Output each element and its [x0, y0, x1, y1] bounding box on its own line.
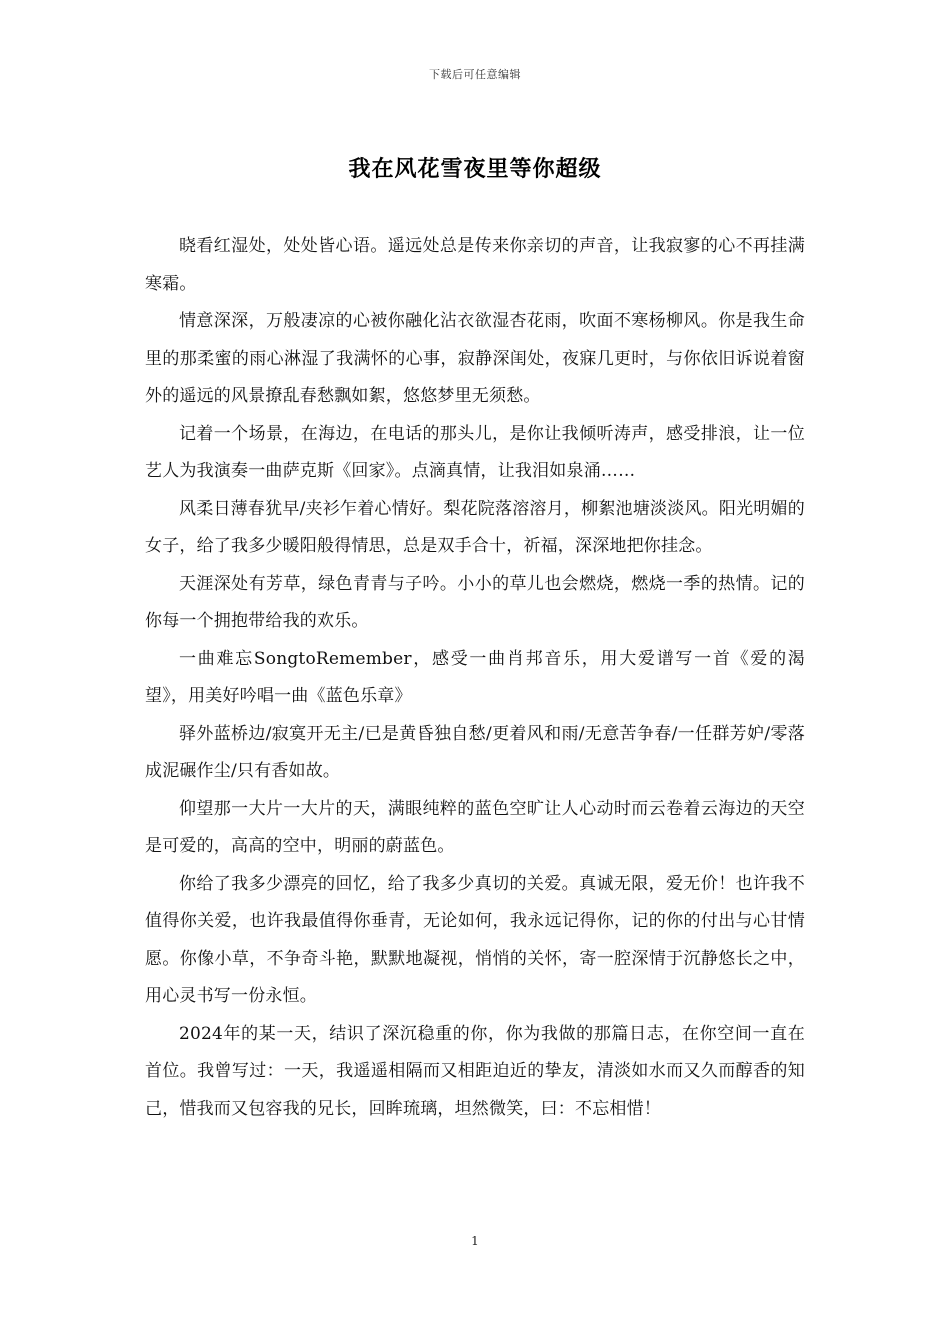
paragraph: 天涯深处有芳草，绿色青青与子吟。小小的草儿也会燃烧，燃烧一季的热情。记的你每一个拥抱带给我的欢乐。: [145, 573, 805, 631]
header-note: 下载后可任意编辑: [429, 68, 521, 81]
paragraph: 情意深深，万般凄凉的心被你融化沾衣欲湿杏花雨，吹面不寒杨柳风。你是我生命里的那柔蜜的雨心淋湿了我满怀的心事，寂静深闺处，夜寐几更时，与你依旧诉说着窗外的遥远的风景撩乱春愁飘如絮，悠悠梦里无须愁。: [145, 311, 805, 406]
document-body: [145, 228, 805, 1128]
paragraph: 驿外蓝桥边/寂寞开无主/已是黄昏独自愁/更着风和雨/无意苦争春/一任群芳妒/零落成泥碾作尘/只有香如故。: [145, 723, 805, 781]
paragraph: 晓看红湿处，处处皆心语。遥远处总是传来你亲切的声音，让我寂寥的心不再挂满寒霜。: [145, 236, 805, 294]
paragraph: 你给了我多少漂亮的回忆，给了我多少真切的关爱。真诚无限，爱无价！也许我不值得你关爱，也许我最值得你垂青，无论如何，我永远记得你，记的你的付出与心甘情愿。你像小草，不争奇斗艳，默默地凝视，悄悄的关怀，寄一腔深情于沉静悠长之中，用心灵书写一份永恒。: [145, 873, 805, 1006]
paragraph: 风柔日薄春犹早/夹衫乍着心情好。梨花院落溶溶月，柳絮池塘淡淡风。阳光明媚的女子，给了我多少暖阳般得情思，总是双手合十，祈福，深深地把你挂念。: [145, 498, 805, 556]
paragraph: 一曲难忘SongtoRemember，感受一曲肖邦音乐，用大爱谱写一首《爱的渴望》，用美好吟唱一曲《蓝色乐章》: [145, 648, 805, 706]
paragraph: 记着一个场景，在海边，在电话的那头儿，是你让我倾听涛声，感受排浪，让一位艺人为我演奏一曲萨克斯《回家》。点滴真情，让我泪如泉涌……: [145, 423, 805, 481]
page-number: 1: [471, 1234, 479, 1248]
document-title: 我在风花雪夜里等你超级: [348, 156, 602, 182]
paragraph: 仰望那一大片一大片的天，满眼纯粹的蓝色空旷让人心动时而云卷着云海边的天空是可爱的，高高的空中，明丽的蔚蓝色。: [145, 798, 805, 856]
paragraph: 2024年的某一天，结识了深沉稳重的你，你为我做的那篇日志，在你空间一直在首位。我曾写过：一天，我遥遥相隔而又相距迫近的挚友，清淡如水而又久而醇香的知己，惜我而又包容我的兄长，回眸琉璃，坦然微笑，曰：不忘相惜！: [145, 1023, 805, 1119]
